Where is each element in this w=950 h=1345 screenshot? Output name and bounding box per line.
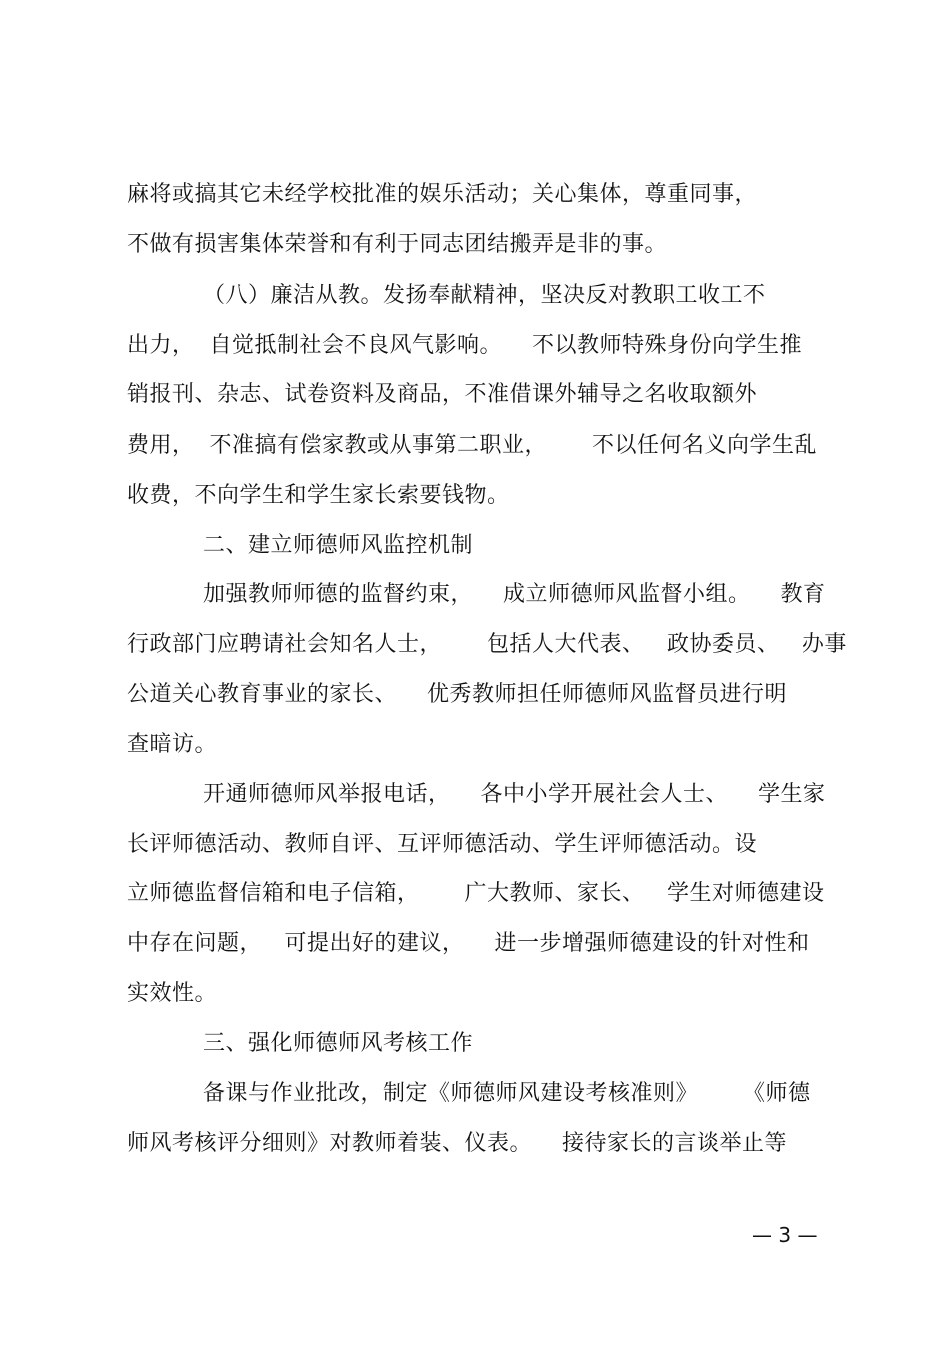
text-line: 行政部门应聘请社会知名人士， 包括人大代表、 政协委员、 办事 xyxy=(127,632,847,657)
text-line: 开通师德师风举报电话， 各中小学开展社会人士、 学生家 xyxy=(203,782,826,807)
text-line: 长评师德活动、教师自评、互评师德活动、学生评师德活动。设 xyxy=(127,832,758,857)
text-line: 师风考核评分细则》对教师着装、仪表。 接待家长的言谈举止等 xyxy=(127,1131,787,1156)
text-line: 费用， 不准搞有偿家教或从事第二职业， 不以任何名义向学生乱 xyxy=(127,433,817,458)
text-line: 加强教师师德的监督约束， 成立师德师风监督小组。 教育 xyxy=(203,582,826,607)
text-line: 查暗访。 xyxy=(127,732,218,757)
text-line: （八）廉洁从教。发扬奉献精神，坚决反对教职工收工不 xyxy=(203,283,766,308)
text-line: 立师德监督信箱和电子信箱， 广大教师、家长、 学生对师德建设 xyxy=(127,881,825,906)
text-line: 收费，不向学生和学生家长索要钱物。 xyxy=(127,483,510,508)
text-line: 公道关心教育事业的家长、 优秀教师担任师德师风监督员进行明 xyxy=(127,682,787,707)
text-line: 实效性。 xyxy=(127,981,218,1006)
page-number: — 3 — xyxy=(752,1223,818,1247)
text-line: 出力， 自觉抵制社会不良风气影响。 不以教师特殊身份向学生推 xyxy=(127,333,802,358)
text-line: 不做有损害集体荣誉和有利于同志团结搬弄是非的事。 xyxy=(127,232,668,257)
text-line: 麻将或搞其它未经学校批准的娱乐活动；关心集体，尊重同事， xyxy=(127,182,758,207)
text-line: 销报刊、杂志、试卷资料及商品，不准借课外辅导之名收取额外 xyxy=(127,382,758,407)
section-heading: 三、强化师德师风考核工作 xyxy=(203,1031,474,1056)
text-line: 中存在问题， 可提出好的建议， 进一步增强师德建设的针对性和 xyxy=(127,931,810,956)
section-heading: 二、建立师德师风监控机制 xyxy=(203,533,474,558)
text-line: 备课与作业批改，制定《师德师风建设考核准则》 《师德 xyxy=(203,1081,811,1106)
